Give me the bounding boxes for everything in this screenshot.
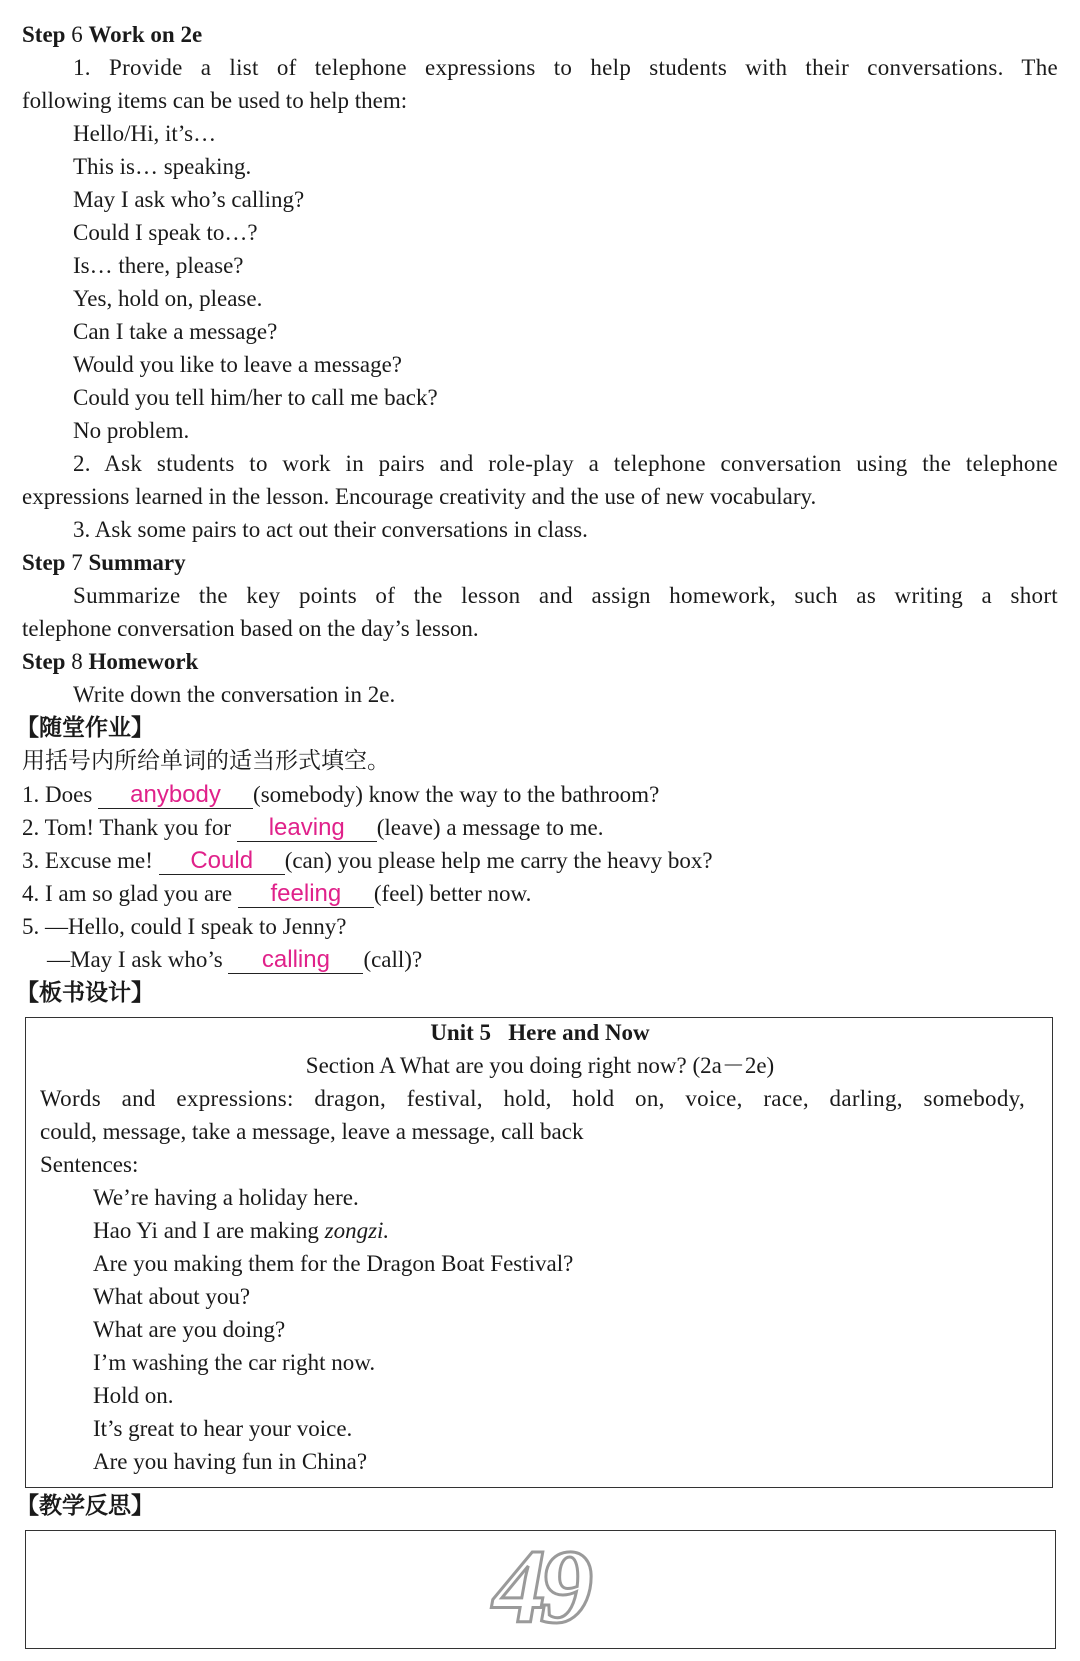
expression-item: Would you like to leave a message?: [73, 352, 402, 377]
item-text: 3. Excuse me!: [22, 848, 153, 873]
step6-para1-line2: following items can be used to help them:: [22, 88, 408, 113]
step8-line1: Write down the conversation in 2e.: [73, 682, 396, 707]
item-text: (feel) better now.: [373, 881, 532, 906]
item-text: 1. Does: [22, 782, 93, 807]
sentence-italic-word: zongzi.: [324, 1218, 390, 1243]
answer-text: Could: [190, 847, 254, 874]
board-unit-title: [22, 1018, 1058, 1048]
step7-line2: telephone conversation based on the day’s lesson.: [22, 616, 479, 641]
step6-para2-line2: expressions learned in the lesson. Encourage creativity and the use of new vocabulary.: [22, 484, 817, 509]
step6-para1-line1: 1. Provide a list of telephone expressions to help students with their conversations. The: [73, 55, 1058, 80]
answer-blank: [238, 881, 374, 908]
exercise-heading: 【随堂作业】: [16, 715, 154, 741]
board-sentence: What about you?: [93, 1284, 251, 1309]
step-title: Work on 2e: [88, 22, 203, 47]
step-title: Homework: [88, 649, 199, 674]
item-text: 2. Tom! Thank you for: [22, 815, 231, 840]
answer-text: leaving: [268, 814, 345, 841]
reflection-heading: 【教学反思】: [16, 1493, 154, 1519]
expression-item: May I ask who’s calling?: [73, 187, 305, 212]
board-sentence: We’re having a holiday here.: [93, 1185, 359, 1210]
answer-text: calling: [261, 946, 330, 973]
step-label: Step: [22, 22, 66, 47]
item-text: —May I ask who’s: [47, 947, 223, 972]
unit-title: Here and Now: [508, 1020, 650, 1045]
expression-item: Could I speak to…?: [73, 220, 258, 245]
board-sentence: Hold on.: [93, 1383, 174, 1408]
item-text: 4. I am so glad you are: [22, 881, 233, 906]
board-sentence: What are you doing?: [93, 1317, 286, 1342]
expression-item: Hello/Hi, it’s…: [73, 121, 217, 146]
board-section: Section A What are you doing right now? (2a－2e): [305, 1053, 775, 1078]
step6-heading: [22, 20, 1058, 50]
item-text: (can) you please help me carry the heavy box?: [284, 848, 713, 873]
expression-item: Can I take a message?: [73, 319, 278, 344]
step8-heading: [22, 647, 1058, 677]
expression-item: Could you tell him/her to call me back?: [73, 385, 438, 410]
exercise-item-5-reply: [47, 945, 1058, 975]
step-title: Summary: [88, 550, 186, 575]
answer-blank: [159, 848, 285, 875]
exercise-item-3: [22, 846, 1058, 876]
item-text: (call)?: [363, 947, 423, 972]
step7-heading: [22, 548, 1058, 578]
page-number: 49: [493, 1528, 587, 1645]
item-text: (leave) a message to me.: [376, 815, 604, 840]
step6-para2-line1: 2. Ask students to work in pairs and role-play a telephone conversation using the telephone: [73, 451, 1058, 476]
step-label: Step: [22, 649, 66, 674]
exercise-item-5: 5. —Hello, could I speak to Jenny?: [22, 914, 347, 939]
expression-item: Is… there, please?: [73, 253, 244, 278]
answer-blank: [228, 947, 363, 974]
answer-blank: [98, 782, 253, 809]
board-sentence: [93, 1216, 1058, 1246]
unit-label: Unit 5: [430, 1020, 492, 1045]
step7-line1: Summarize the key points of the lesson and assign homework, such as writing a short: [73, 583, 1058, 608]
step6-para3: 3. Ask some pairs to act out their conversations in class.: [73, 517, 588, 542]
board-sentence: Are you having fun in China?: [93, 1449, 368, 1474]
exercise-item-1: [22, 780, 1058, 810]
sentence-text: Hao Yi and I are making: [93, 1218, 319, 1243]
item-text: (somebody) know the way to the bathroom?: [253, 782, 660, 807]
board-sentence: I’m washing the car right now.: [93, 1350, 376, 1375]
step-label: Step: [22, 550, 66, 575]
board-sentence: It’s great to hear your voice.: [93, 1416, 353, 1441]
step-number: 7: [71, 550, 83, 575]
answer-text: feeling: [270, 880, 342, 907]
board-sentence: Are you making them for the Dragon Boat Festival?: [93, 1251, 574, 1276]
board-sentences-label: Sentences:: [40, 1152, 139, 1177]
exercise-item-4: [22, 879, 1058, 909]
expression-item: No problem.: [73, 418, 190, 443]
board-words-line2: could, message, take a message, leave a message, call back: [40, 1119, 584, 1144]
expression-item: Yes, hold on, please.: [73, 286, 263, 311]
board-heading: 【板书设计】: [16, 980, 154, 1006]
step-number: 8: [71, 649, 83, 674]
board-words-line1: Words and expressions: dragon, festival, hold, hold on, voice, race, darling, somebody,: [40, 1086, 1025, 1111]
exercise-item-2: [22, 813, 1058, 843]
answer-blank: [237, 815, 377, 842]
exercise-instruction: 用括号内所给单词的适当形式填空。: [22, 748, 390, 774]
expression-item: This is… speaking.: [73, 154, 252, 179]
answer-text: anybody: [130, 781, 221, 808]
step-number: 6: [71, 22, 83, 47]
